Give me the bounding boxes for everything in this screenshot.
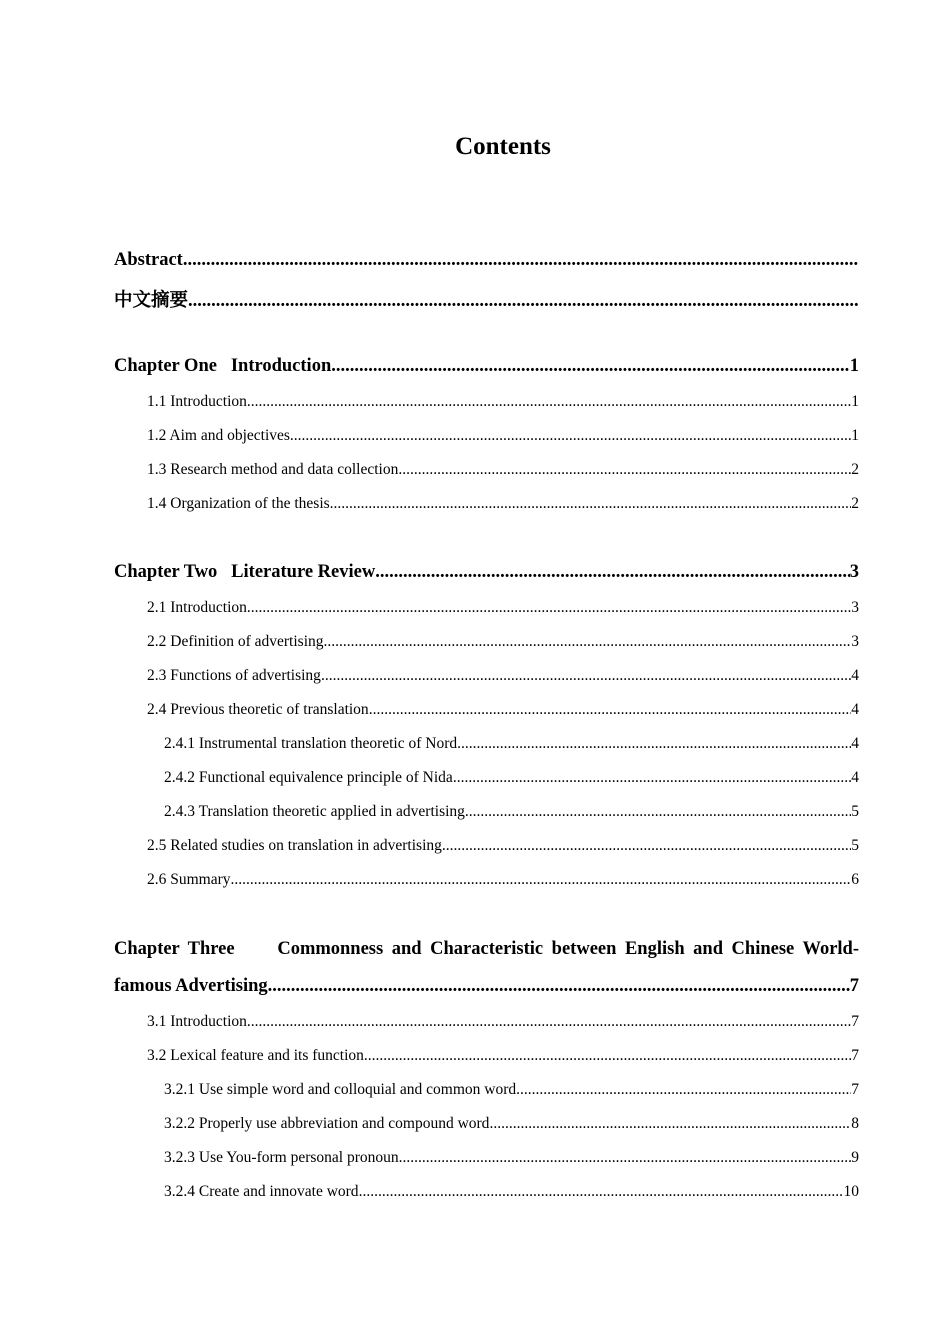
toc-page-number: 4 xyxy=(851,667,859,684)
toc-leader-dots xyxy=(321,667,851,685)
toc-page-number: 5 xyxy=(851,837,859,854)
toc-leader-dots xyxy=(183,250,859,271)
toc-page-number: 7 xyxy=(851,1013,859,1030)
toc-leader-dots xyxy=(290,427,851,445)
toc-entry-label: 2.6 Summary xyxy=(147,871,231,888)
toc-section[interactable] xyxy=(147,461,859,479)
toc-page-number: 4 xyxy=(851,701,859,718)
toc-entry-label: 2.1 Introduction xyxy=(147,599,247,616)
toc-entry-label: 2.4.2 Functional equivalence principle of Nida xyxy=(164,769,453,786)
toc-page-number: 2 xyxy=(851,461,859,478)
toc-section[interactable] xyxy=(147,633,859,651)
toc-page-number: 3 xyxy=(851,599,859,616)
toc-section[interactable] xyxy=(147,599,859,617)
toc-leader-dots xyxy=(188,291,859,312)
toc-leader-dots xyxy=(231,871,852,889)
toc-leader-dots xyxy=(398,461,851,479)
toc-entry-label: 2.2 Definition of advertising xyxy=(147,633,324,650)
toc-section[interactable] xyxy=(147,667,859,685)
toc-entry-label: 3.2 Lexical feature and its function xyxy=(147,1047,364,1064)
page-title: Contents xyxy=(455,133,551,160)
toc-entry-label: 1.1 Introduction xyxy=(147,393,247,410)
toc-chapter-one[interactable] xyxy=(114,356,859,377)
toc-page-number: 5 xyxy=(851,803,859,820)
toc-subsection[interactable] xyxy=(164,803,859,821)
toc-entry-label: Abstract xyxy=(114,250,183,270)
toc-entry-label: 中文摘要 xyxy=(114,290,189,311)
toc-entry-label: 1.4 Organization of the thesis xyxy=(147,495,330,512)
toc-leader-dots xyxy=(369,701,852,719)
toc-chapter-two[interactable] xyxy=(114,562,859,583)
toc-subsection[interactable] xyxy=(164,1149,859,1167)
toc-page-number: 8 xyxy=(851,1115,859,1132)
toc-section[interactable] xyxy=(147,701,859,719)
toc-entry-abstract[interactable] xyxy=(114,250,859,271)
toc-leader-dots xyxy=(516,1081,851,1099)
toc-page-number: 7 xyxy=(851,1081,859,1098)
toc-leader-dots xyxy=(359,1183,844,1201)
toc-page-number: 3 xyxy=(849,562,859,582)
toc-section[interactable] xyxy=(147,427,859,445)
toc-entry-label: 2.4.3 Translation theoretic applied in advertising xyxy=(164,803,465,820)
toc-leader-dots xyxy=(453,769,851,787)
toc-entry-label: 3.2.2 Properly use abbreviation and compound word xyxy=(164,1115,490,1132)
toc-entry-label: Chapter One Introduction xyxy=(114,356,332,376)
toc-leader-dots xyxy=(331,356,850,377)
toc-leader-dots xyxy=(247,393,851,411)
toc-leader-dots xyxy=(364,1047,851,1065)
toc-entry-label: 3.1 Introduction xyxy=(147,1013,247,1030)
toc-section[interactable] xyxy=(147,837,859,855)
toc-page-number: 1 xyxy=(851,427,859,444)
toc-page-number: 4 xyxy=(851,735,859,752)
toc-leader-dots xyxy=(247,1013,851,1031)
toc-page-number: 9 xyxy=(851,1149,859,1166)
toc-page-number: 2 xyxy=(851,495,859,512)
toc-chapter-three-line1[interactable]: Chapter Three Commonness and Characteristic between English and Chinese World- xyxy=(114,939,859,959)
toc-entry-label: 3.2.4 Create and innovate word xyxy=(164,1183,359,1200)
toc-page-number: 6 xyxy=(851,871,859,888)
toc-page-number: 7 xyxy=(849,976,859,996)
toc-leader-dots xyxy=(399,1149,852,1167)
toc-page-number: 1 xyxy=(851,393,859,410)
toc-page-number: 4 xyxy=(851,769,859,786)
toc-section[interactable] xyxy=(147,1047,859,1065)
toc-subsection[interactable] xyxy=(164,1183,859,1201)
toc-entry-label: 3.2.3 Use You-form personal pronoun xyxy=(164,1149,399,1166)
toc-leader-dots xyxy=(465,803,851,821)
toc-section[interactable] xyxy=(147,871,859,889)
toc-chapter-three[interactable] xyxy=(114,976,859,997)
toc-subsection[interactable] xyxy=(164,1081,859,1099)
toc-leader-dots xyxy=(457,735,851,753)
toc-leader-dots xyxy=(375,562,850,583)
toc-entry-label: 1.3 Research method and data collection xyxy=(147,461,399,478)
toc-page-number: 3 xyxy=(851,633,859,650)
toc-entry-label: famous Advertising xyxy=(114,976,268,996)
toc-leader-dots xyxy=(489,1115,851,1133)
toc-section[interactable] xyxy=(147,393,859,411)
toc-entry-label: Chapter Two Literature Review xyxy=(114,562,376,582)
toc-page-number: 7 xyxy=(851,1047,859,1064)
toc-leader-dots xyxy=(442,837,851,855)
toc-page-number: 1 xyxy=(849,356,859,376)
toc-entry-label: 1.2 Aim and objectives xyxy=(147,427,290,444)
toc-entry-label: 2.4.1 Instrumental translation theoretic of Nord xyxy=(164,735,458,752)
toc-subsection[interactable] xyxy=(164,1115,859,1133)
toc-subsection[interactable] xyxy=(164,769,859,787)
toc-entry-label: 2.3 Functions of advertising xyxy=(147,667,321,684)
toc-entry-label: 2.5 Related studies on translation in advertising xyxy=(147,837,442,854)
toc-section[interactable] xyxy=(147,495,859,513)
toc-entry-chinese-abstract[interactable] xyxy=(114,286,859,312)
toc-entry-label: 2.4 Previous theoretic of translation xyxy=(147,701,369,718)
toc-section[interactable] xyxy=(147,1013,859,1031)
toc-entry-label: 3.2.1 Use simple word and colloquial and common word xyxy=(164,1081,517,1098)
toc-leader-dots xyxy=(324,633,852,651)
toc-subsection[interactable] xyxy=(164,735,859,753)
toc-page-number: 10 xyxy=(843,1183,859,1200)
toc-leader-dots xyxy=(247,599,851,617)
toc-leader-dots xyxy=(268,976,850,997)
toc-leader-dots xyxy=(330,495,852,513)
